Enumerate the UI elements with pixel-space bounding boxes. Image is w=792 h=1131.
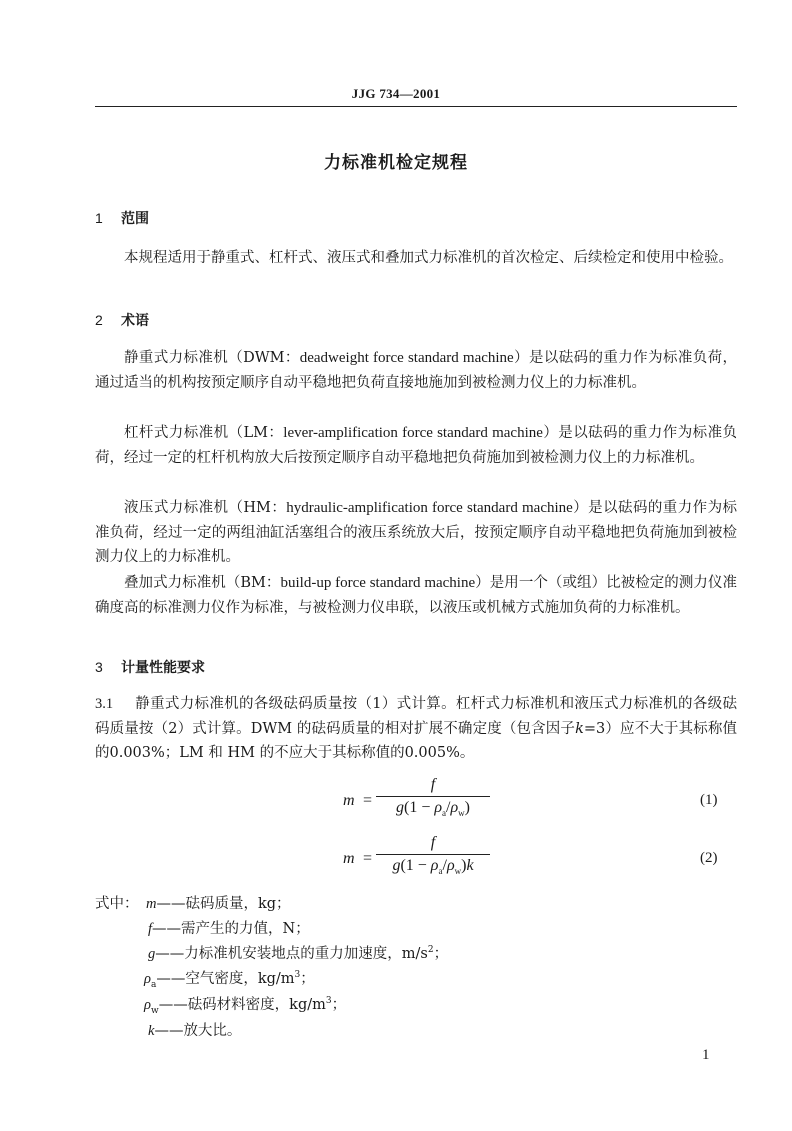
section-number: 2 — [95, 312, 103, 328]
term-dwm-text: ）是以砝码的重力作为标准负荷，通过适当的机构按预定顺序自动平稳地把负荷直接地施加到被检测力仪上的力标准机。 — [95, 350, 737, 391]
term-dwm: 静重式力标准机（DWM： — [124, 350, 300, 366]
fraction-bar — [376, 854, 490, 855]
term-lm-english: lever-amplification force standard machine — [283, 425, 543, 441]
term-lm: 杠杆式力标准机（LM： — [124, 425, 284, 441]
term-hm-english: hydraulic-amplification force standard machine — [286, 500, 573, 516]
section-3-heading — [95, 657, 205, 677]
clause-text-end: =3）应不大于其标称值的0.003%；LM 和 HM 的不应大于其标称值的0.005%。 — [95, 720, 737, 761]
numerator: f — [430, 834, 436, 851]
lm-definition — [95, 421, 737, 470]
document-code-header: JJG 734—2001 — [351, 86, 441, 101]
section-2-heading — [95, 310, 149, 330]
where-item-f: f——需产生的力值，N； — [148, 921, 310, 937]
term-bm-text: ）是用一个（或组）比被检定的测力仪准确度高的标准测力仪作为标准，与被检测力仪串联，以液压或机械方式施加负荷的力标准机。 — [95, 575, 737, 616]
where-item-k: k——放大比。 — [148, 1023, 242, 1039]
scope-paragraph: 本规程适用于静重式、杠杆式、液压式和叠加式力标准机的首次检定、后续检定和使用中检验。 — [124, 250, 733, 266]
where-item-rho-w: $\rho_w——$砝码材料密度，$kg/m^3$； — [144, 996, 347, 1016]
clause-text: 静重式力标准机的各级砝码质量按（1）式计算。杠杆式力标准机和液压式力标准机的各级砝码质量按（2）式计算。DWM 的砝码质量的相对扩展不确定度（包含因子 — [95, 696, 737, 737]
formula-1-fraction — [376, 776, 490, 818]
where-intro: 式中： — [95, 896, 139, 912]
hm-definition — [95, 496, 737, 570]
header-rule — [95, 106, 737, 107]
formula-2-label: (2) — [700, 850, 718, 866]
denominator: $g(1 - \rho_a/\rho_w)k$ — [392, 857, 474, 877]
section-1-heading — [95, 208, 149, 228]
term-hm-text: ）是以砝码的重力作为标准负荷，经过一定的两组油缸活塞组合的液压系统放大后，按预定顺序自动平稳地把负荷施加到被检测力仪上的力标准机。 — [95, 500, 738, 565]
bm-definition — [95, 571, 737, 620]
coverage-factor-symbol: k — [575, 720, 584, 737]
denominator: $g(1 - \rho_a/\rho_w)$ — [395, 799, 470, 819]
section-title: 范围 — [121, 211, 149, 227]
dwm-definition — [95, 346, 737, 395]
term-bm: 叠加式力标准机（BM： — [124, 575, 281, 591]
section-title: 术语 — [121, 313, 149, 329]
clause-3-1 — [95, 692, 737, 766]
section-number: 3 — [95, 659, 103, 675]
term-dwm-english: deadweight force standard machine — [299, 350, 514, 366]
where-item-g: g——力标准机安装地点的重力加速度，$m/s^2$； — [148, 945, 449, 962]
formula-2-fraction — [376, 834, 490, 876]
numerator: f — [430, 776, 436, 793]
page-title: 力标准机检定规程 — [324, 153, 468, 173]
section-title: 计量性能要求 — [121, 660, 205, 676]
formula-equals: = — [363, 850, 373, 867]
term-bm-english: build-up force standard machine — [280, 575, 476, 591]
formula-lhs: m — [343, 850, 355, 867]
page-number: 1 — [702, 1047, 710, 1063]
formula-equals: = — [363, 792, 373, 809]
term-hm: 液压式力标准机（HM： — [124, 500, 287, 516]
where-item-m: m——砝码质量，kg； — [146, 896, 291, 912]
term-lm-text: ）是以砝码的重力作为标准负荷，经过一定的杠杆机构放大后按预定顺序自动平稳地把负荷施加到被检测力仪上的力标准机。 — [95, 425, 737, 466]
section-number: 1 — [95, 210, 103, 226]
formula-lhs: m — [343, 792, 355, 809]
formula-1-label: (1) — [700, 792, 718, 808]
where-item-rho-a: $\rho_a——$空气密度，$kg/m^3$； — [144, 970, 315, 990]
fraction-bar — [376, 796, 490, 797]
clause-number: 3.1 — [95, 696, 114, 712]
